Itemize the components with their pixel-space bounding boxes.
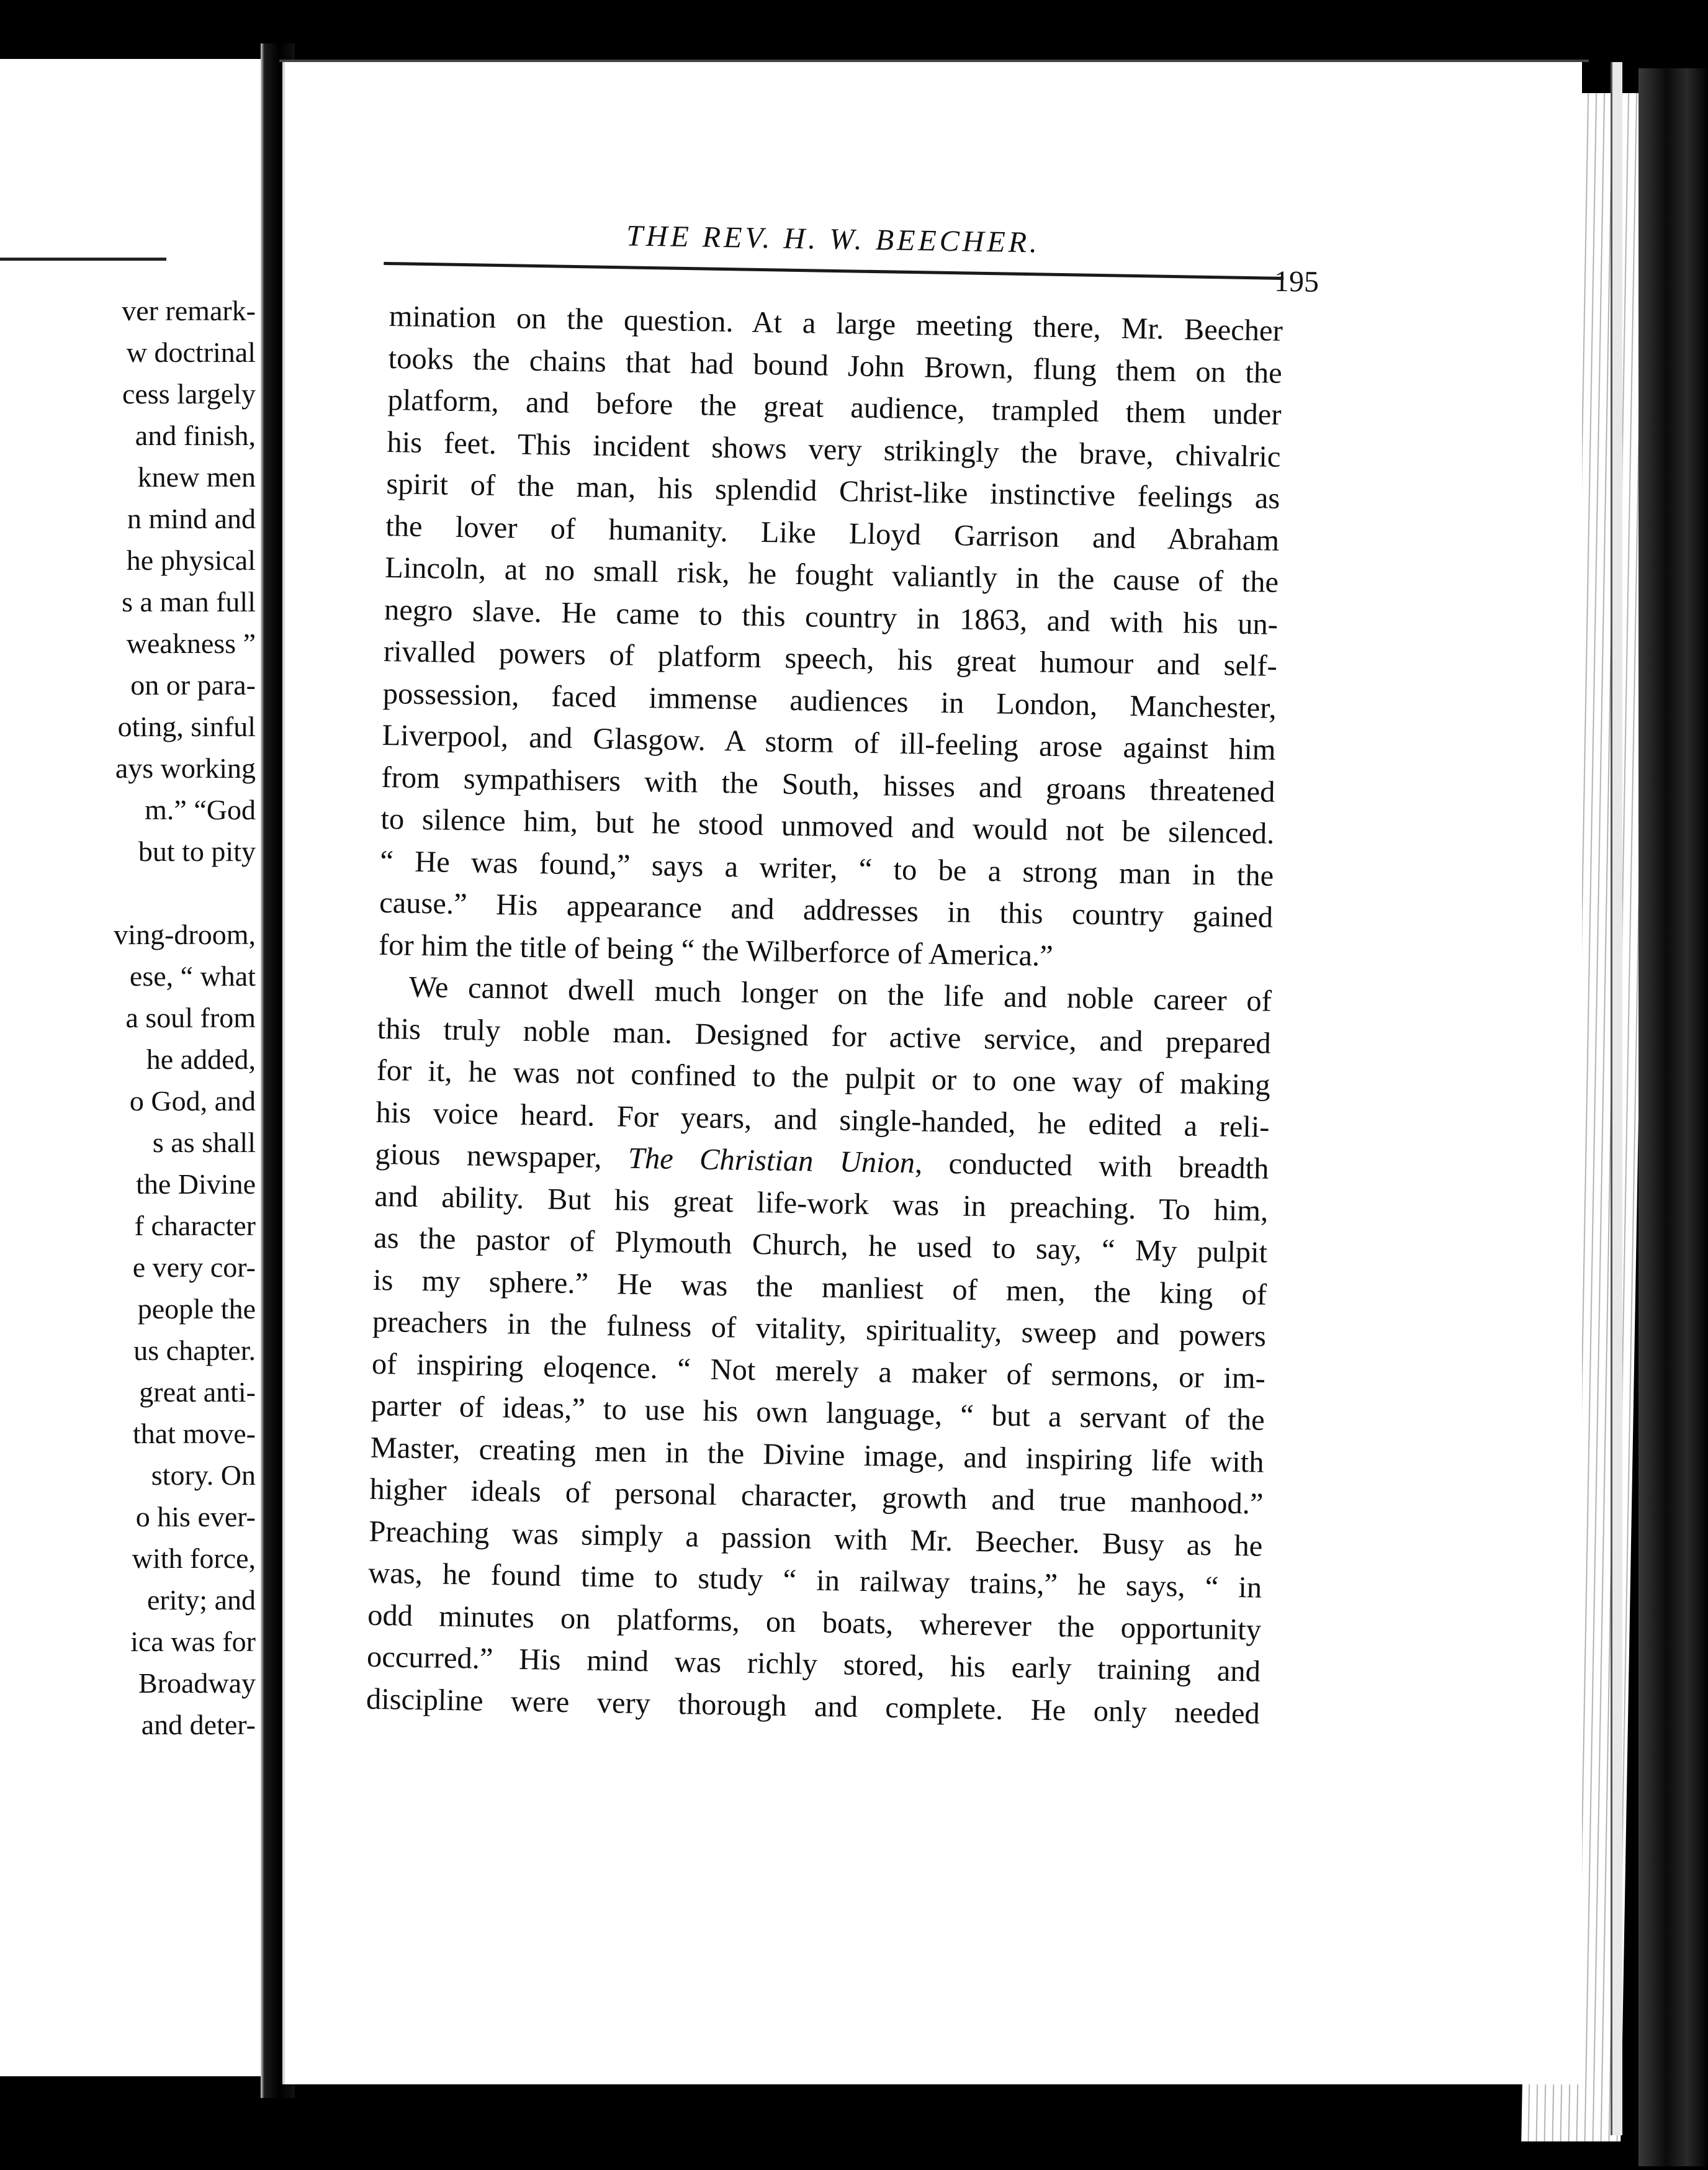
text-line: Liverpool, and Glasgow. A storm of ill-feeling arose against him [382,718,1276,767]
text-line: from sympathisers with the South, hisses and groans threatened [381,760,1275,809]
left-text-line: ese, “ what [129,960,256,992]
text-line: preachers in the fulness of vitality, spirituality, sweep and powers [372,1305,1267,1353]
text-segment: , conducted with breadth [914,1146,1269,1186]
text-line: his feet. This incident shows very strikingly the brave, chivalric [387,425,1281,474]
left-text-line: ica was for [130,1626,256,1657]
left-text-line: e very cor- [132,1251,256,1283]
left-text-line: s a man full [122,586,256,618]
left-text-line: weakness ” [126,628,256,659]
text-line: negro slave. He came to this country in 1863, and with his un- [384,593,1279,641]
left-text-line: ver remark- [122,295,256,326]
left-text-line: ving-droom, [114,919,256,950]
left-text-line: w doctrinal [126,336,256,368]
text-line: was, he found time to study “ in railway trains,” he says, “ in [367,1556,1262,1605]
left-text-line: cess largely [122,378,256,410]
text-line: “ He was found,” says a writer, “ to be a strong man in the [379,844,1274,893]
page-fore-edge [1611,62,1622,2135]
text-line: Lincoln, at no small risk, he fought valiantly in the cause of the [384,551,1279,599]
left-text-line: on or para- [130,669,256,701]
left-text-line: oting, sinful [117,711,256,742]
left-text-line: great anti- [139,1376,256,1408]
left-text-line: n mind and [127,503,256,534]
left-text-line: people the [137,1293,256,1325]
text-line: the lover of humanity. Like Lloyd Garrison and Abraham [385,509,1280,557]
left-text-line: but to pity [138,835,256,867]
page-content [267,51,1598,2096]
left-text-line: o his ever- [135,1501,256,1533]
left-text-line: a soul from [125,1002,256,1033]
page-number: 195 [1274,264,1319,299]
text-line: as the pastor of Plymouth Church, he used to say, “ My pulpit [373,1221,1268,1269]
text-line: rivalled powers of platform speech, his great humour and self- [383,634,1278,683]
text-line: Master, creating men in the Divine image, and inspiring life with [370,1431,1264,1479]
text-line: is my sphere.” He was the manliest of men, the king of [372,1263,1267,1312]
left-page-head-rule [0,258,166,261]
text-line: this truly noble man. Designed for active service, and prepared [377,1012,1272,1060]
left-text-line: with force, [132,1542,256,1574]
left-text-line: erity; and [147,1584,256,1616]
left-text-line: ays working [115,752,256,784]
left-text-line: Broadway [138,1667,256,1699]
page-top-edge [279,60,1589,62]
text-line: tooks the chains that had bound John Brown, flung them on the [388,341,1283,390]
left-text-line: the Divine [136,1168,256,1200]
text-line: to silence him, but he stood unmoved and would not be silenced. [380,802,1275,850]
left-text-line: he added, [146,1043,256,1075]
left-page-text [0,290,256,1745]
text-line: odd minutes on platforms, on boats, wherever the opportunity [367,1598,1262,1647]
text-line: higher ideals of personal character, growth and true manhood.” [369,1472,1264,1521]
left-text-line: f character [134,1210,256,1241]
running-head: THE REV. H. W. BEECHER. [626,219,1041,259]
left-text-line [0,872,256,914]
text-line: possession, faced immense audiences in London, Manchester, [382,677,1277,725]
left-text-line: m.” “God [145,794,256,826]
head-rule [384,262,1283,280]
text-line: discipline were very thorough and complete. He only needed [366,1682,1261,1731]
book-binding-edge [1638,68,1708,2166]
text-line: mination on the question. At a large meeting there, Mr. Beecher [389,300,1283,348]
left-text-line: he physical [126,544,256,576]
right-page [282,61,1582,2084]
left-page-fragment [0,59,261,2076]
text-line: Preaching was simply a passion with Mr. Beecher. Busy as he [369,1515,1263,1563]
left-text-line: us chapter. [133,1335,256,1366]
text-line: spirit of the man, his splendid Christ-like instinctive feelings as [386,467,1280,515]
left-text-line: and finish, [135,420,256,451]
text-line: and ability. But his great life-work was in preaching. To him, [374,1179,1269,1228]
left-text-line: o God, and [129,1085,256,1117]
text-line: cause.” His appearance and addresses in this country gained [379,886,1274,934]
newspaper-title: The Christian Union [627,1141,915,1180]
text-line: for it, he was not confined to the pulpit or to one way of making [376,1053,1271,1102]
left-text-line: knew men [137,461,256,493]
text-line: We cannot dwell much longer on the life and noble career of [408,970,1272,1018]
text-segment: gious newspaper, [375,1137,629,1175]
text-line: parter of ideas,” to use his own language, “ but a servant of the [371,1389,1265,1437]
left-text-line: and deter- [141,1709,256,1740]
text-line: his voice heard. For years, and single-handed, he edited a reli- [375,1096,1270,1144]
body-text [366,295,1283,1735]
left-text-line: story. On [151,1459,256,1491]
left-text-line: s as shall [152,1127,256,1158]
text-line: of inspiring eloqence. “ Not merely a maker of sermons, or im- [371,1347,1266,1395]
text-line: platform, and before the great audience, trampled them under [387,384,1282,431]
text-line: occurred.” His mind was richly stored, his early training and [366,1640,1261,1688]
text-line: for him the title of being “ the Wilberforce of America.” [378,928,1054,973]
left-text-line: that move- [133,1418,256,1449]
